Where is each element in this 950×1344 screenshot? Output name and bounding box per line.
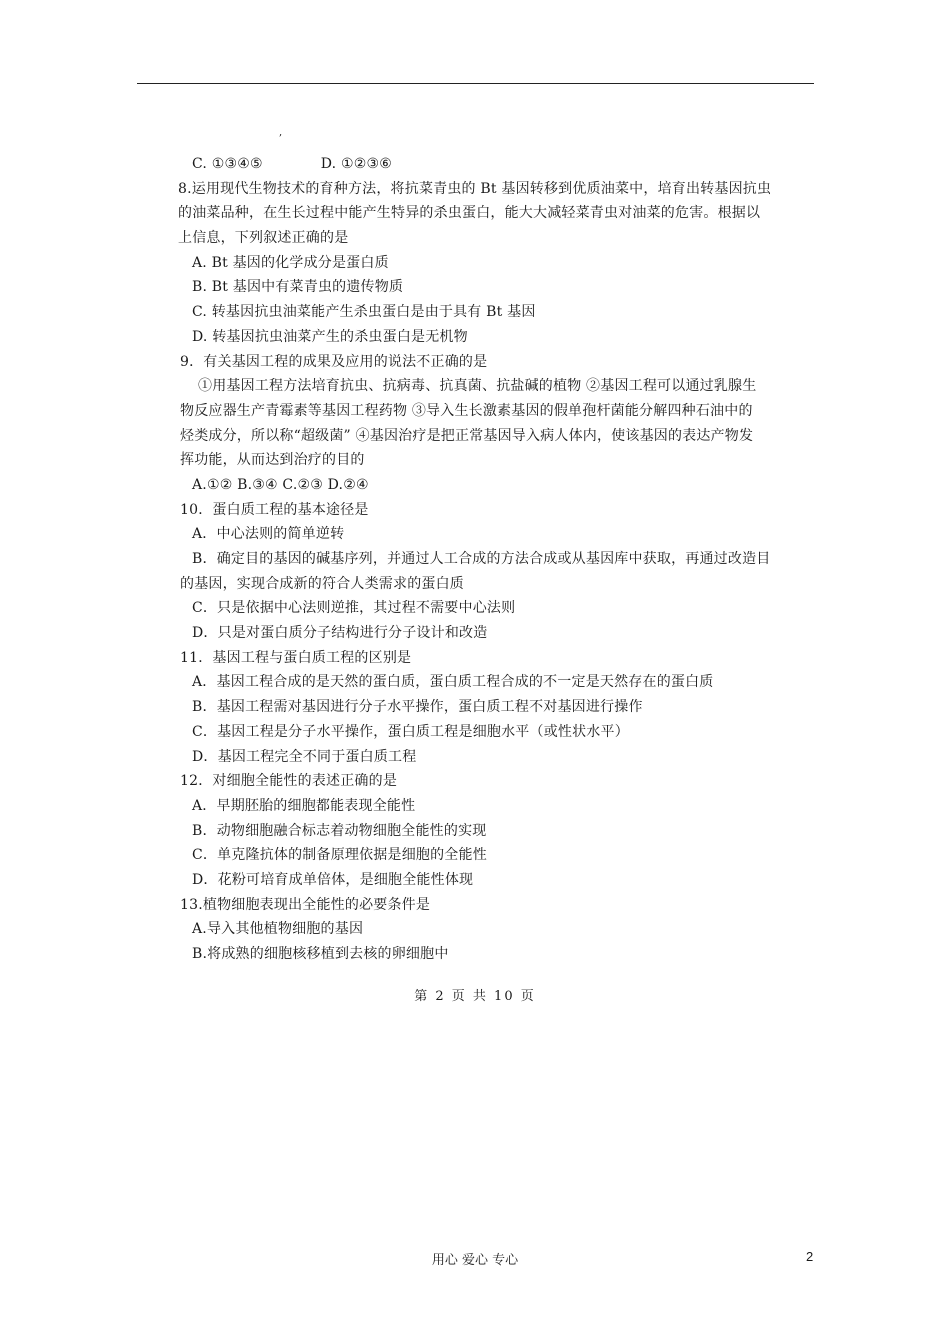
q12-option-c: C．单克隆抗体的制备原理依据是细胞的全能性 [192,847,487,864]
q9-stem: 9．有关基因工程的成果及应用的说法不正确的是 [180,353,488,370]
document-body [180,152,770,967]
q11-option-b: B．基因工程需对基因进行分子水平操作，蛋白质工程不对基因进行操作 [192,699,643,716]
q10-option-b-line: B．确定目的基因的碱基序列，并通过人工合成的方法合成或从基因库中获取，再通过改造目 [192,551,771,567]
q11-option-a: A．基因工程合成的是天然的蛋白质，蛋白质工程合成的不一定是天然存在的蛋白质 [192,674,714,691]
q8-option-a: A. Bt 基因的化学成分是蛋白质 [192,254,389,271]
page-count: 第 2 页 共 10 页 [414,989,536,1004]
q8-stem-line: 上信息，下列叙述正确的是 [178,230,349,247]
header-rule [137,83,814,84]
q12-stem: 12．对细胞全能性的表述正确的是 [180,773,398,790]
q11-stem: 11．基因工程与蛋白质工程的区别是 [180,649,412,666]
q13-stem: 13.植物细胞表现出全能性的必要条件是 [180,896,431,913]
q8-stem-line: 的油菜品种，在生长过程中能产生特异的杀虫蛋白，能大大减轻菜青虫对油菜的危害。根据以 [178,205,761,222]
q10-option-d: D．只是对蛋白质分子结构进行分子设计和改造 [192,625,488,642]
q9-options: A.①② B.③④ C.②③ D.②④ [192,476,369,493]
q7-option-d: D. ①②③⑥ [320,156,392,172]
q7-option-c: C. ①③④⑤ [192,156,263,172]
q8-option-b: B. Bt 基因中有菜青虫的遗传物质 [192,279,404,296]
q10-option-a: A．中心法则的简单逆转 [192,526,345,543]
question-12 [180,769,770,892]
question-11 [180,646,770,769]
q11-option-c: C．基因工程是分子水平操作，蛋白质工程是细胞水平（或性状水平） [192,723,629,740]
question-10 [180,498,770,646]
q7-options-cd [180,152,770,177]
q9-body-line: 物反应器生产青霉素等基因工程药物 ③导入生长激素基因的假单孢杆菌能分解四种石油中的 [180,402,753,419]
q8-stem-line: 8.运用现代生物技术的育种方法，将抗菜青虫的 Bt 基因转移到优质油菜中，培育出转基因抗虫 [178,180,772,197]
question-9 [180,350,770,498]
q9-body-line: 挥功能，从而达到治疗的目的 [180,452,365,469]
footer-page-number: 2 [806,1249,814,1264]
q8-option-d: D. 转基因抗虫油菜产生的杀虫蛋白是无机物 [192,328,468,345]
question-8 [180,177,770,350]
q10-option-c: C．只是依据中心法则逆推，其过程不需要中心法则 [192,600,516,617]
q12-option-d: D．花粉可培育成单倍体，是细胞全能性体现 [192,871,474,888]
q9-body-line: ①用基因工程方法培育抗虫、抗病毒、抗真菌、抗盐碱的植物 ②基因工程可以通过乳腺生 [198,378,757,395]
q10-stem: 10．蛋白质工程的基本途径是 [180,501,369,518]
q13-option-b: B.将成熟的细胞核移植到去核的卵细胞中 [192,946,449,962]
q8-option-c: C. 转基因抗虫油菜能产生杀虫蛋白是由于具有 Bt 基因 [192,304,536,321]
q12-option-a: A．早期胚胎的细胞都能表现全能性 [192,797,416,814]
q11-option-d: D．基因工程完全不同于蛋白质工程 [192,748,417,765]
q9-body-line: 烃类成分，所以称“超级菌” ④基因治疗是把正常基因导入病人体内，使该基因的表达产物发 [180,427,754,444]
footer-motto: 用心 爱心 专心 [431,1253,519,1268]
q13-option-a: A.导入其他植物细胞的基因 [192,921,364,938]
question-13 [180,893,770,967]
stray-mark: , [279,127,283,138]
q12-option-b: B．动物细胞融合标志着动物细胞全能性的实现 [192,822,487,839]
q10-option-b-line: 的基因，实现合成新的符合人类需求的蛋白质 [180,575,464,592]
